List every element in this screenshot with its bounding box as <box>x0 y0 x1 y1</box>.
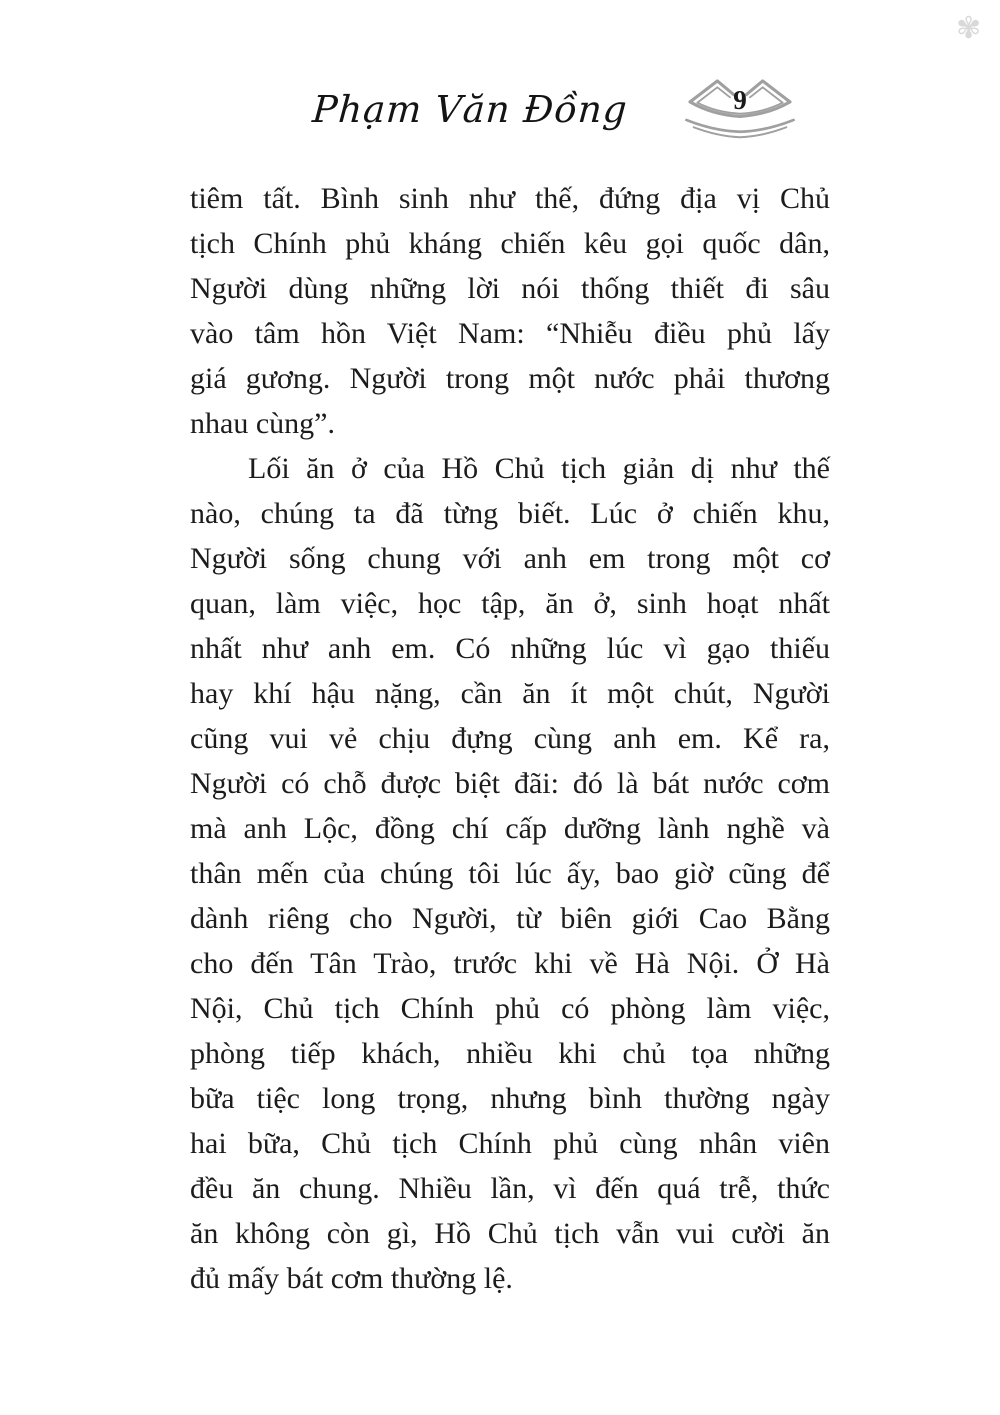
text-line: tịch Chính phủ kháng chiến kêu gọi quốc dân, <box>190 227 830 260</box>
body-text <box>190 176 830 1301</box>
text-line: đủ mấy bát cơm thường lệ. <box>190 1262 513 1295</box>
text-line: Nội, Chủ tịch Chính phủ có phòng làm việc, <box>190 992 830 1025</box>
text-line: Lối ăn ở của Hồ Chủ tịch giản dị như thế <box>248 452 830 485</box>
text-line: tiêm tất. Bình sinh như thế, đứng địa vị Chủ <box>190 182 830 215</box>
text-line: ăn không còn gì, Hồ Chủ tịch vẫn vui cười ăn <box>190 1217 830 1250</box>
book-icon <box>681 74 799 146</box>
page-header <box>0 82 1000 154</box>
text-line: thân mến của chúng tôi lúc ấy, bao giờ cũng để <box>190 857 830 890</box>
text-line: bữa tiệc long trọng, nhưng bình thường ngày <box>190 1082 830 1115</box>
text-line: phòng tiếp khách, nhiều khi chủ tọa những <box>190 1037 830 1070</box>
text-line: Người có chỗ được biệt đãi: đó là bát nước cơm <box>190 767 830 800</box>
text-line: cũng vui vẻ chịu đựng cùng anh em. Kể ra, <box>190 722 830 755</box>
text-line: nhau cùng”. <box>190 407 335 440</box>
page-number: 9 <box>733 85 747 116</box>
flower-icon: ✾ <box>956 12 982 45</box>
text-line: mà anh Lộc, đồng chí cấp dưỡng lành nghề và <box>190 812 830 845</box>
text-line: Người dùng những lời nói thống thiết đi sâu <box>190 272 830 305</box>
text-line: Người sống chung với anh em trong một cơ <box>190 542 830 575</box>
text-line: giá gương. Người trong một nước phải thương <box>190 362 830 395</box>
text-line: nào, chúng ta đã từng biết. Lúc ở chiến khu, <box>190 497 830 530</box>
text-line: hai bữa, Chủ tịch Chính phủ cùng nhân viên <box>190 1127 830 1160</box>
text-line: quan, làm việc, học tập, ăn ở, sinh hoạt nhất <box>190 587 830 620</box>
text-line: đều ăn chung. Nhiều lần, vì đến quá trễ, thức <box>190 1172 830 1205</box>
text-line: nhất như anh em. Có những lúc vì gạo thiếu <box>190 632 830 665</box>
text-line: hay khí hậu nặng, cần ăn ít một chút, Người <box>190 677 830 710</box>
text-line: vào tâm hồn Việt Nam: “Nhiễu điều phủ lấy <box>190 317 830 350</box>
text-line: dành riêng cho Người, từ biên giới Cao Bằng <box>190 902 830 935</box>
text-line: cho đến Tân Trào, trước khi về Hà Nội. Ở Hà <box>190 947 830 980</box>
running-head-author: Phạm Văn Đồng <box>310 88 630 131</box>
